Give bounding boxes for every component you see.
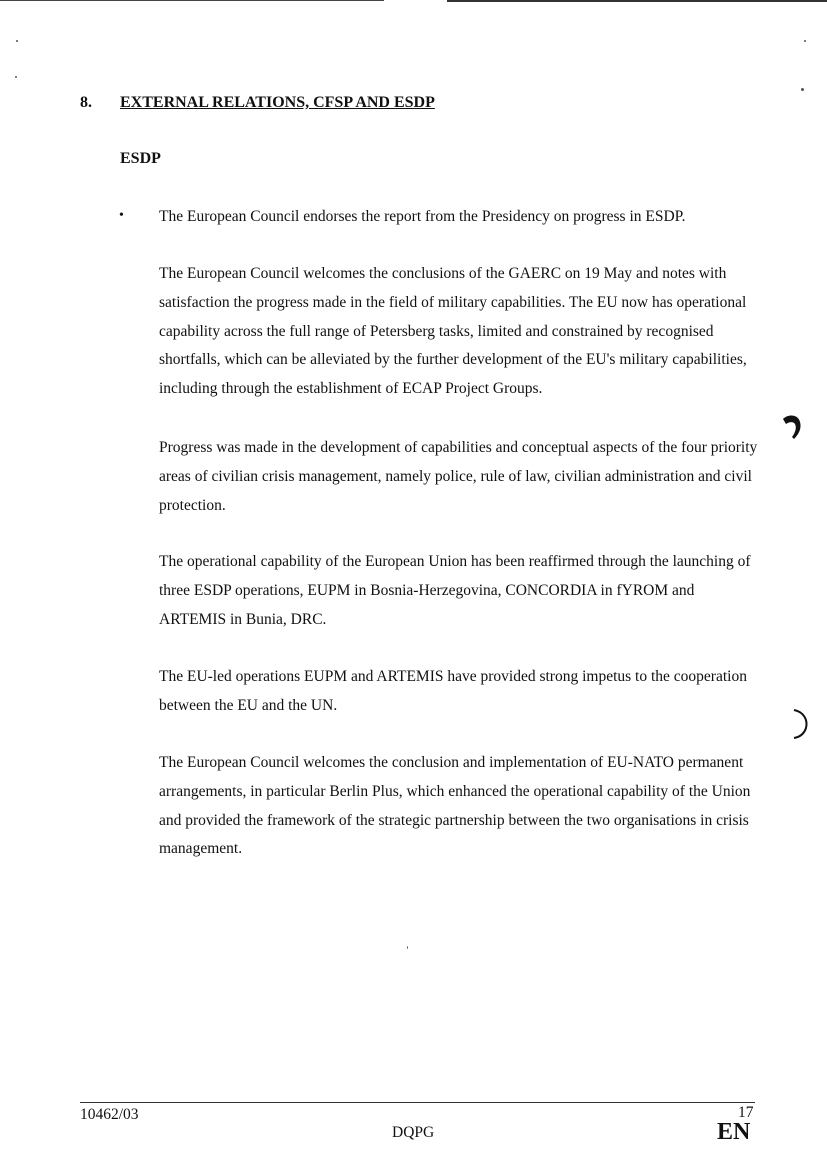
footer-code: DQPG bbox=[392, 1124, 435, 1141]
paragraph-military-capabilities: The European Council welcomes the conclusions of the GAERC on 19 May and notes with satisfaction the progress made in the field of military capabilities. The EU now has operational capability across the full range of Petersberg tasks, limited and constrained by recognised shortfalls, which can be alleviated by the further development of the EU's military capabilities, including through the establishment of ECAP Project Groups. bbox=[159, 265, 747, 398]
paragraph-eu-un: The EU-led operations EUPM and ARTEMIS have provided strong impetus to the cooperation between the EU and the UN. bbox=[159, 668, 747, 714]
paragraph-endorsement: The European Council endorses the report from the Presidency on progress in ESDP. bbox=[159, 208, 686, 225]
top-rule-right bbox=[447, 0, 827, 2]
footer-rule bbox=[80, 1102, 755, 1103]
section-title: EXTERNAL RELATIONS, CFSP AND ESDP bbox=[120, 94, 435, 111]
scan-mark bbox=[780, 410, 804, 450]
paragraph-civilian-crisis: Progress was made in the development of capabilities and conceptual aspects of the four priority areas of civilian crisis management, namely police, rule of law, civilian administration and civil protection. bbox=[159, 439, 758, 514]
scan-speck bbox=[15, 76, 17, 78]
scan-speck bbox=[407, 946, 408, 949]
footer-page-number: 17 bbox=[738, 1104, 754, 1121]
footer-language: EN bbox=[717, 1119, 751, 1145]
paragraph-eu-nato: The European Council welcomes the conclusion and implementation of EU-NATO permanent arrangements, in particular Berlin Plus, which enhanced the operational capability of the Union and provided the framework of the strategic partnership between the two organisations in crisis management. bbox=[159, 754, 751, 858]
top-rule-left bbox=[0, 0, 384, 1]
scan-mark bbox=[790, 706, 810, 749]
scan-speck bbox=[804, 40, 806, 42]
subheading: ESDP bbox=[120, 150, 161, 167]
section-number: 8. bbox=[80, 94, 92, 111]
scan-speck bbox=[801, 88, 804, 91]
footer-reference: 10462/03 bbox=[80, 1106, 139, 1123]
scan-speck bbox=[16, 40, 18, 42]
paragraph-operations: The operational capability of the European Union has been reaffirmed through the launching of three ESDP operations, EUPM in Bosnia-Herzegovina, CONCORDIA in fYROM and ARTEMIS in Bunia, DRC. bbox=[159, 553, 751, 628]
bullet-marker: • bbox=[119, 208, 124, 223]
